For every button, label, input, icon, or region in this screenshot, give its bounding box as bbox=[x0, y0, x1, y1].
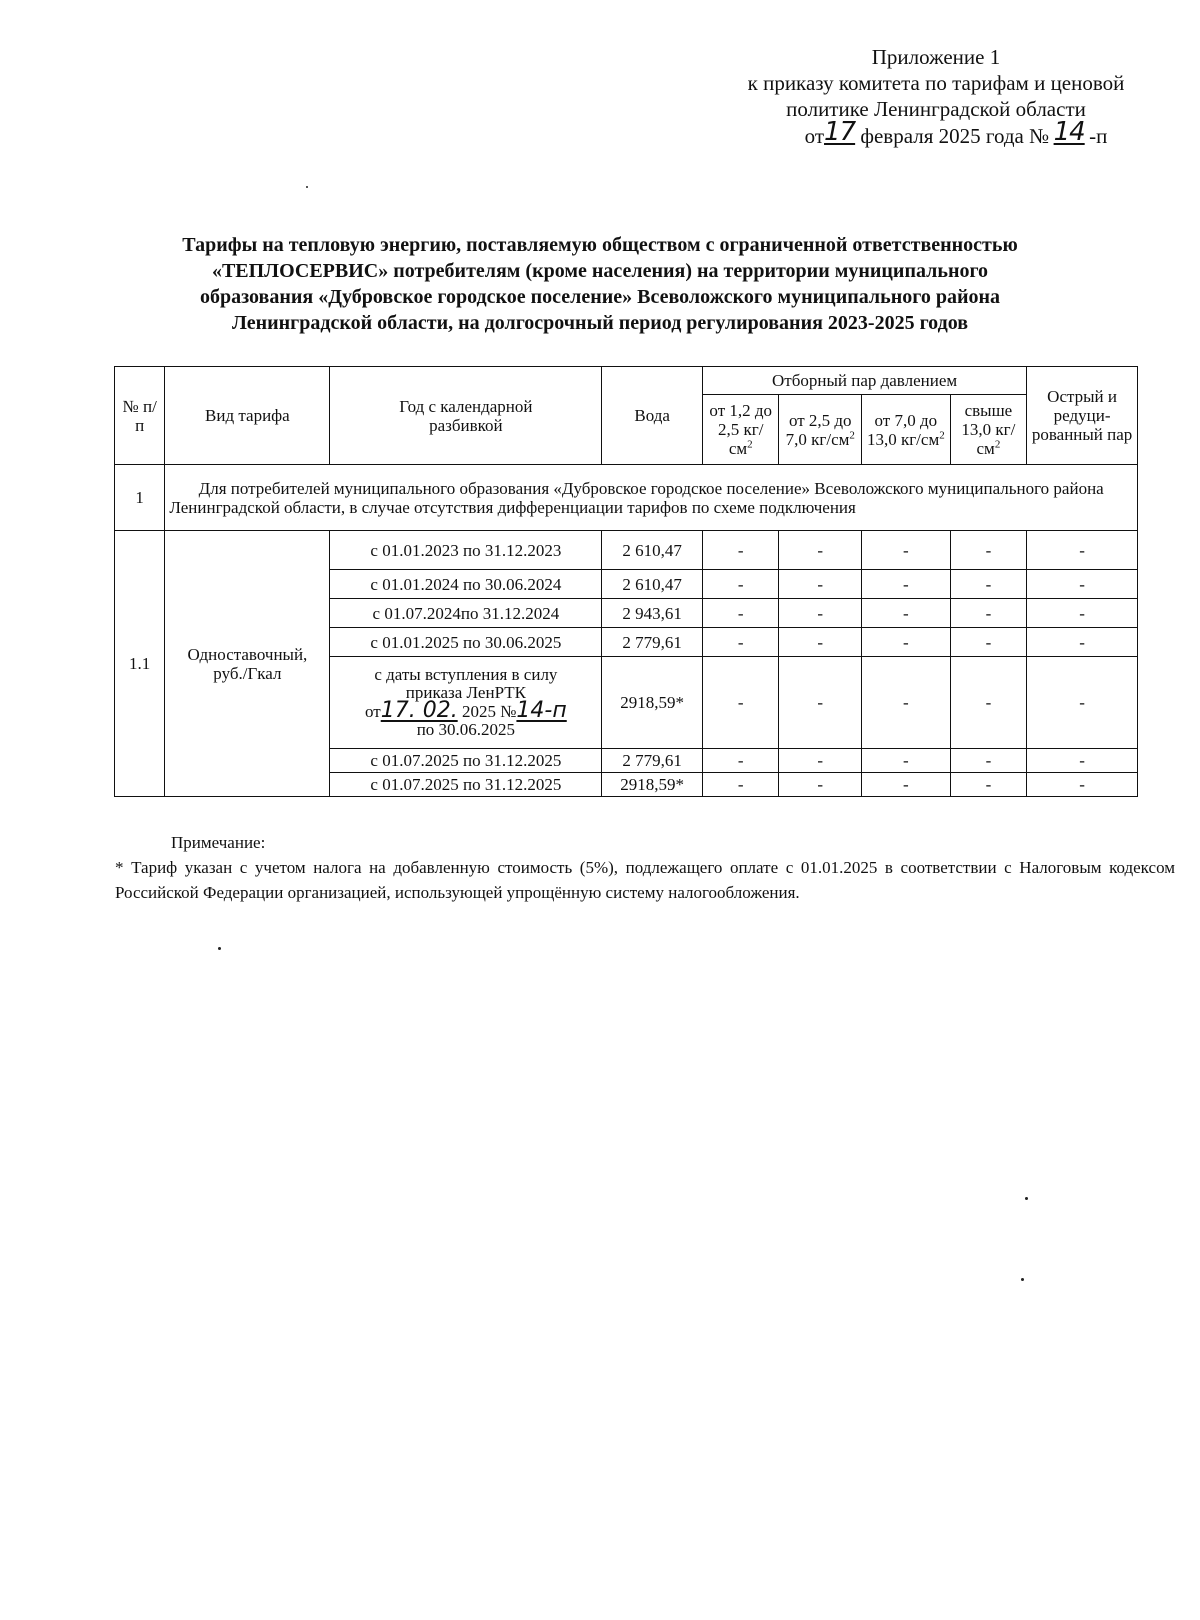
header-steam-1-text: от 1,2 до 2,5 кг/см bbox=[709, 401, 773, 458]
handwritten-order-number: 14-п bbox=[516, 698, 567, 723]
period-line-3 bbox=[334, 698, 597, 723]
header-sharp-steam: Острый и редуци-рованный пар bbox=[1027, 367, 1138, 465]
appendix-order-suffix: -п bbox=[1089, 124, 1108, 148]
period-cell: с 01.07.2025 по 31.12.2025 bbox=[330, 773, 602, 797]
dash-cell: - bbox=[950, 628, 1027, 657]
dash-cell: - bbox=[1027, 749, 1138, 773]
appendix-header bbox=[690, 44, 1182, 149]
header-steam-3 bbox=[862, 395, 951, 465]
dash-cell: - bbox=[779, 628, 862, 657]
dash-cell: - bbox=[702, 657, 779, 749]
appendix-date-line bbox=[690, 117, 1182, 149]
header-row bbox=[115, 367, 1138, 395]
period-cell: с 01.01.2025 по 30.06.2025 bbox=[330, 628, 602, 657]
dash-cell: - bbox=[702, 749, 779, 773]
dash-cell: - bbox=[1027, 773, 1138, 797]
handwritten-date: 17. 02. bbox=[380, 698, 458, 723]
dash-cell: - bbox=[950, 773, 1027, 797]
title-line-4: Ленинградской области, на долгосрочный период регулирования 2023-2025 годов bbox=[231, 312, 969, 334]
appendix-date-prefix: от bbox=[804, 124, 825, 148]
appendix-title: Приложение 1 bbox=[871, 45, 1001, 69]
header-water: Вода bbox=[602, 367, 703, 465]
dash-cell: - bbox=[950, 749, 1027, 773]
superscript: 2 bbox=[747, 438, 753, 451]
table-row bbox=[115, 531, 1138, 570]
dash-cell: - bbox=[1027, 599, 1138, 628]
water-price: 2918,59* bbox=[602, 657, 703, 749]
document-title bbox=[40, 232, 1160, 336]
subgroup-tariff-type: Одноставочный, руб./Гкал bbox=[165, 531, 330, 797]
period-cell: с 01.01.2024 по 30.06.2024 bbox=[330, 570, 602, 599]
dash-cell: - bbox=[862, 599, 951, 628]
dash-cell: - bbox=[702, 773, 779, 797]
scan-speck bbox=[1025, 1197, 1028, 1200]
appendix-line-3: политике Ленинградской области bbox=[786, 97, 1086, 121]
header-steam-4 bbox=[950, 395, 1027, 465]
group-num: 1 bbox=[115, 465, 165, 531]
period-line-1: с даты вступления в силу bbox=[374, 665, 558, 684]
header-steam-3-text: от 7,0 до 13,0 кг/см bbox=[866, 410, 940, 449]
dash-cell: - bbox=[862, 749, 951, 773]
header-tariff-type: Вид тарифа bbox=[165, 367, 330, 465]
header-steam-2 bbox=[779, 395, 862, 465]
handwritten-day: 17 bbox=[824, 117, 856, 147]
header-steam-4-text: свыше 13,0 кг/см bbox=[961, 401, 1016, 458]
dash-cell: - bbox=[779, 570, 862, 599]
subgroup-num: 1.1 bbox=[115, 531, 165, 797]
period-cell: с 01.07.2024по 31.12.2024 bbox=[330, 599, 602, 628]
dash-cell: - bbox=[950, 657, 1027, 749]
note-label: Примечание: bbox=[171, 833, 266, 852]
dash-cell: - bbox=[950, 570, 1027, 599]
dash-cell: - bbox=[702, 531, 779, 570]
dash-cell: - bbox=[950, 531, 1027, 570]
dash-cell: - bbox=[702, 599, 779, 628]
dash-cell: - bbox=[702, 628, 779, 657]
water-price: 2 610,47 bbox=[602, 531, 703, 570]
period-cell: с 01.07.2025 по 31.12.2025 bbox=[330, 749, 602, 773]
superscript: 2 bbox=[849, 428, 855, 441]
period-cell-special bbox=[330, 657, 602, 749]
scan-speck bbox=[306, 186, 308, 188]
period-prefix: от bbox=[365, 702, 381, 721]
dash-cell: - bbox=[862, 531, 951, 570]
period-cell: с 01.01.2023 по 31.12.2023 bbox=[330, 531, 602, 570]
handwritten-order-number: 14 bbox=[1053, 117, 1085, 147]
header-steam-group: Отборный пар давлением bbox=[702, 367, 1026, 395]
dash-cell: - bbox=[862, 570, 951, 599]
dash-cell: - bbox=[1027, 570, 1138, 599]
title-line-2: «ТЕПЛОСЕРВИС» потребителям (кроме населения) на территории муниципального bbox=[211, 260, 989, 282]
title-line-1: Тарифы на тепловую энергию, поставляемую обществом с ограниченной ответственностью bbox=[182, 234, 1018, 256]
scan-speck bbox=[218, 947, 221, 950]
dash-cell: - bbox=[779, 531, 862, 570]
dash-cell: - bbox=[950, 599, 1027, 628]
dash-cell: - bbox=[1027, 628, 1138, 657]
footnote bbox=[115, 830, 1175, 905]
tariff-table bbox=[114, 366, 1138, 797]
period-mid: 2025 № bbox=[461, 702, 517, 721]
dash-cell: - bbox=[779, 749, 862, 773]
period-line-2: приказа ЛенРТК bbox=[405, 683, 526, 702]
dash-cell: - bbox=[702, 570, 779, 599]
title-line-3: образования «Дубровское городское поселение» Всеволожского муниципального района bbox=[199, 286, 1000, 308]
dash-cell: - bbox=[1027, 657, 1138, 749]
superscript: 2 bbox=[939, 428, 945, 441]
dash-cell: - bbox=[862, 628, 951, 657]
water-price: 2918,59* bbox=[602, 773, 703, 797]
header-steam-2-text: от 2,5 до 7,0 кг/см bbox=[785, 410, 852, 449]
header-year: Год с календарной разбивкой bbox=[330, 367, 602, 465]
header-num: № п/п bbox=[115, 367, 165, 465]
water-price: 2 779,61 bbox=[602, 628, 703, 657]
note-text: * Тариф указан с учетом налога на добавленную стоимость (5%), подлежащего оплате с 01.01.2025 в соответствии с Налоговым кодексом Российской Федерации организацией, использующей упрощённую систему налогообложения. bbox=[115, 858, 1175, 902]
dash-cell: - bbox=[862, 773, 951, 797]
superscript: 2 bbox=[994, 438, 1001, 451]
group-description: Для потребителей муниципального образования «Дубровское городское поселение» Всеволожского муниципального района Ленинградской области, в случае отсутствия дифференциации тарифов по схеме подключения bbox=[165, 465, 1138, 531]
water-price: 2 610,47 bbox=[602, 570, 703, 599]
appendix-line-2: к приказу комитета по тарифам и ценовой bbox=[747, 71, 1125, 95]
water-price: 2 943,61 bbox=[602, 599, 703, 628]
dash-cell: - bbox=[779, 599, 862, 628]
dash-cell: - bbox=[862, 657, 951, 749]
header-steam-1 bbox=[702, 395, 779, 465]
dash-cell: - bbox=[779, 657, 862, 749]
dash-cell: - bbox=[779, 773, 862, 797]
period-line-4: по 30.06.2025 bbox=[416, 720, 516, 739]
dash-cell: - bbox=[1027, 531, 1138, 570]
scan-speck bbox=[1021, 1278, 1024, 1281]
water-price: 2 779,61 bbox=[602, 749, 703, 773]
appendix-date-rest: февраля 2025 года № bbox=[860, 124, 1050, 148]
group-row bbox=[115, 465, 1138, 531]
